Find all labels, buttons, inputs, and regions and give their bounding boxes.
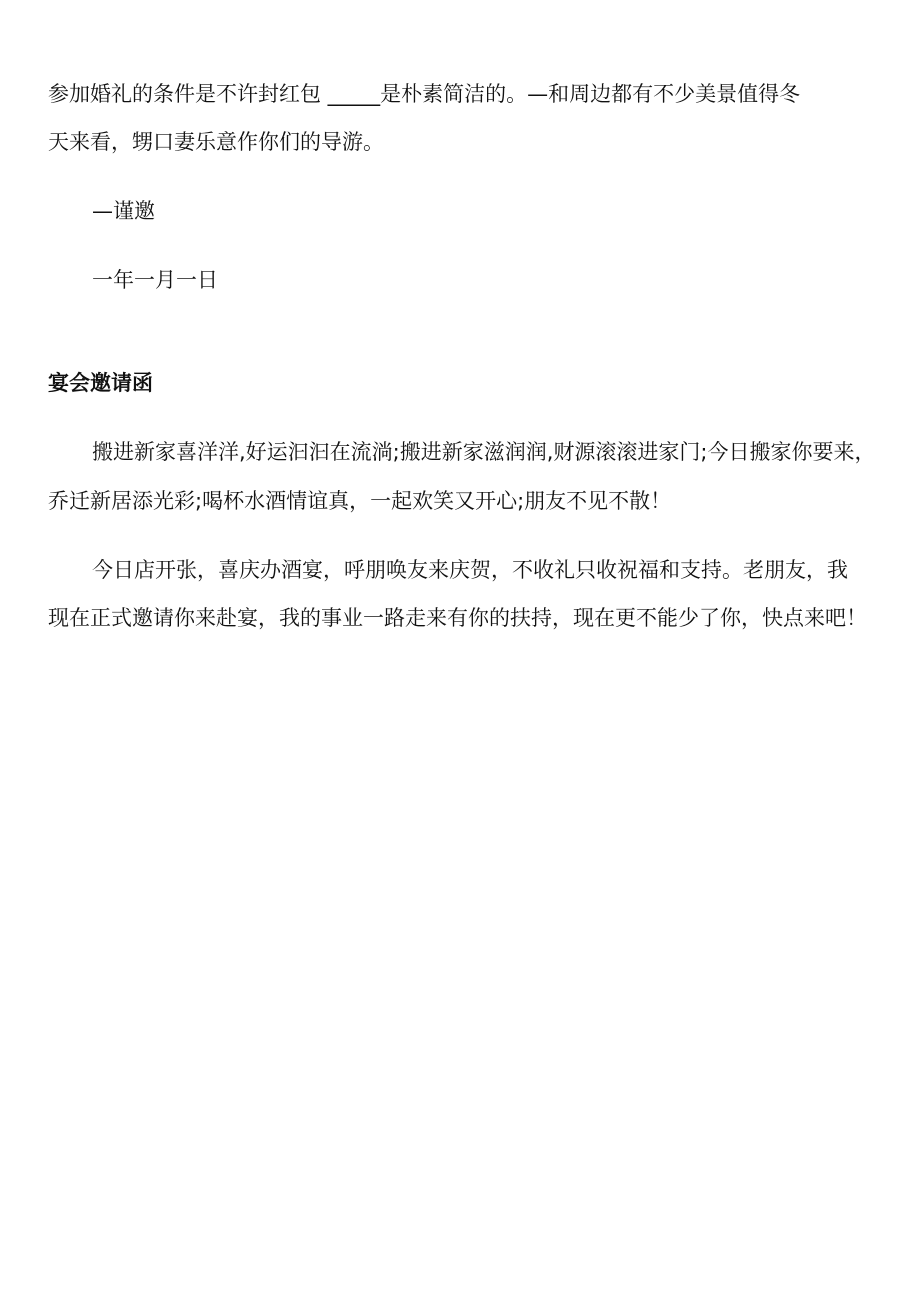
- paragraph-1-line-2: 乔迁新居添光彩;喝杯水酒情谊真，一起欢笑又开心;朋友不见不散！: [48, 489, 672, 513]
- invitation-date: 一年一月一日: [92, 268, 218, 292]
- section-title: 宴会邀请函: [48, 371, 153, 395]
- invitation-text-line-1: 参加婚礼的条件是不许封红包 _____是朴素简洁的。—和周边都有不少美景值得冬: [48, 82, 801, 106]
- invitation-text-line-2: 天来看，甥口妻乐意作你们的导游。: [48, 130, 384, 154]
- paragraph-1-line-1: 搬进新家喜洋洋,好运汩汩在流淌;搬进新家滋润润,财源滚滚进家门;今日搬家你要来，: [92, 440, 876, 464]
- paragraph-2-line-1: 今日店开张，喜庆办酒宴，呼朋唤友来庆贺，不收礼只收祝福和支持。老朋友，我: [92, 558, 848, 582]
- invitation-signoff: —谨邀: [92, 199, 155, 223]
- paragraph-2-line-2: 现在正式邀请你来赴宴，我的事业一路走来有你的扶持，现在更不能少了你，快点来吧！: [48, 606, 867, 630]
